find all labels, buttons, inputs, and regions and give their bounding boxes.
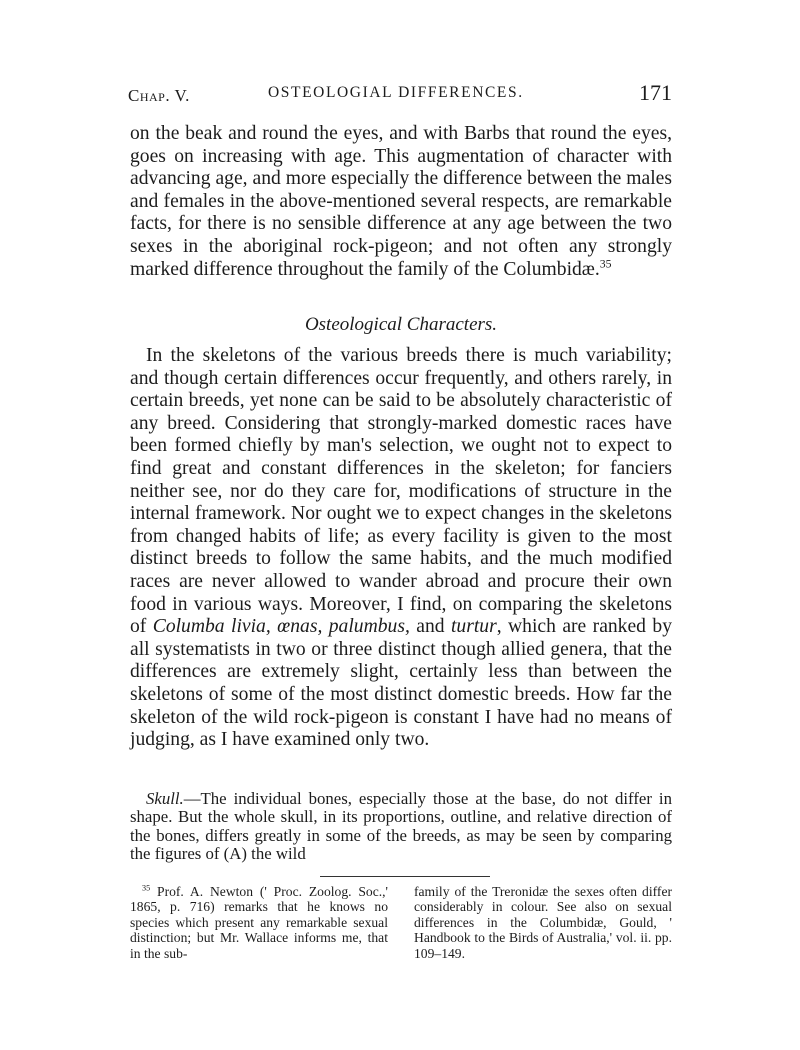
footnote-35 <box>130 884 672 961</box>
osteology-text-b: and <box>409 616 451 638</box>
footnote-number: 35 <box>142 883 151 893</box>
figure-letter: A <box>229 844 242 864</box>
section-heading: Osteological Characters. <box>304 314 498 335</box>
page-header <box>128 80 672 116</box>
skull-label: Skull. <box>146 789 184 808</box>
paragraph-continuation <box>130 123 672 281</box>
chapter-label: Chap. V. <box>128 86 190 105</box>
species-names-1: Columba livia, œnas, palumbus, <box>152 616 410 638</box>
page-number: 171 <box>639 80 672 105</box>
footnote-right-column <box>414 884 672 961</box>
footnote-left-text: Prof. A. Newton (' Proc. Zoolog. Soc.,' 1865, p. 716) remarks that he knows no species which present any remarkable sexual distinction; but Mr. Wallace informs me, that in the sub- <box>130 884 388 961</box>
osteology-text-a: In the skeletons of the various breeds there is much variability; and though certain differences occur frequently, and others rarely, in certain breeds, yet none can be said to be absolutely characteristic of any breed. Considering that strongly-marked domestic races have been formed chiefly by man's selection, we ought not to expect to find great and constant differences in the skeleton; for fanciers neither see, nor do they care for, modifications of structure in the internal framework. Nor ought we to expect changes in the skeletons from changed habits of life; as every facility is given to the most distinct breeds to follow the same habits, and the much modified races are never allowed to wander abroad and procure their own food in various ways. Moreover, I find, on comparing the skeletons of <box>130 345 672 638</box>
footnote-divider <box>320 876 490 877</box>
paragraph-1-text: on the beak and round the eyes, and with Barbs that round the eyes, goes on increasing with age. This augmentation of character with advancing age, and more especially the difference between the males and females in the above-mentioned several respects, are remarkable facts, for there is no sensible difference at any age between the two sexes in the aboriginal rock-pigeon; and not often any strongly marked difference throughout the family of the Columbidæ. <box>130 123 672 280</box>
footnote-reference: 35 <box>599 257 612 271</box>
skull-text-a: —The individual bones, especially those at the base, do not differ in shape. But the whole skull, in its proportions, outline, and relative direction of the bones, differs greatly in some of the breeds, as may be seen by comparing the figures of ( <box>130 789 672 864</box>
running-title: OSTEOLOGIAL DIFFERENCES. <box>268 84 524 101</box>
footnote-right-text: family of the Treronidæ the sexes often differ considerably in colour. See also on sexual differences in the Columbidæ, Gould, ' Handbook to the Birds of Australia,' vol. ii. pp. 109–149. <box>414 884 672 961</box>
osteology-paragraph <box>130 345 672 752</box>
skull-paragraph <box>130 790 672 864</box>
skull-text-b: ) the wild <box>241 844 306 864</box>
footnote-left-column <box>130 884 388 961</box>
species-name-2: turtur <box>450 616 497 638</box>
osteology-text-c: , which are ranked by all systematists in two or three distinct though allied genera, that the differences are extremely slight, certainly less than between the skeletons of some of the most distinct domestic breeds. How far the skeleton of the wild rock-pigeon is constant I have had no means of judging, as I have examined only two. <box>130 616 672 751</box>
